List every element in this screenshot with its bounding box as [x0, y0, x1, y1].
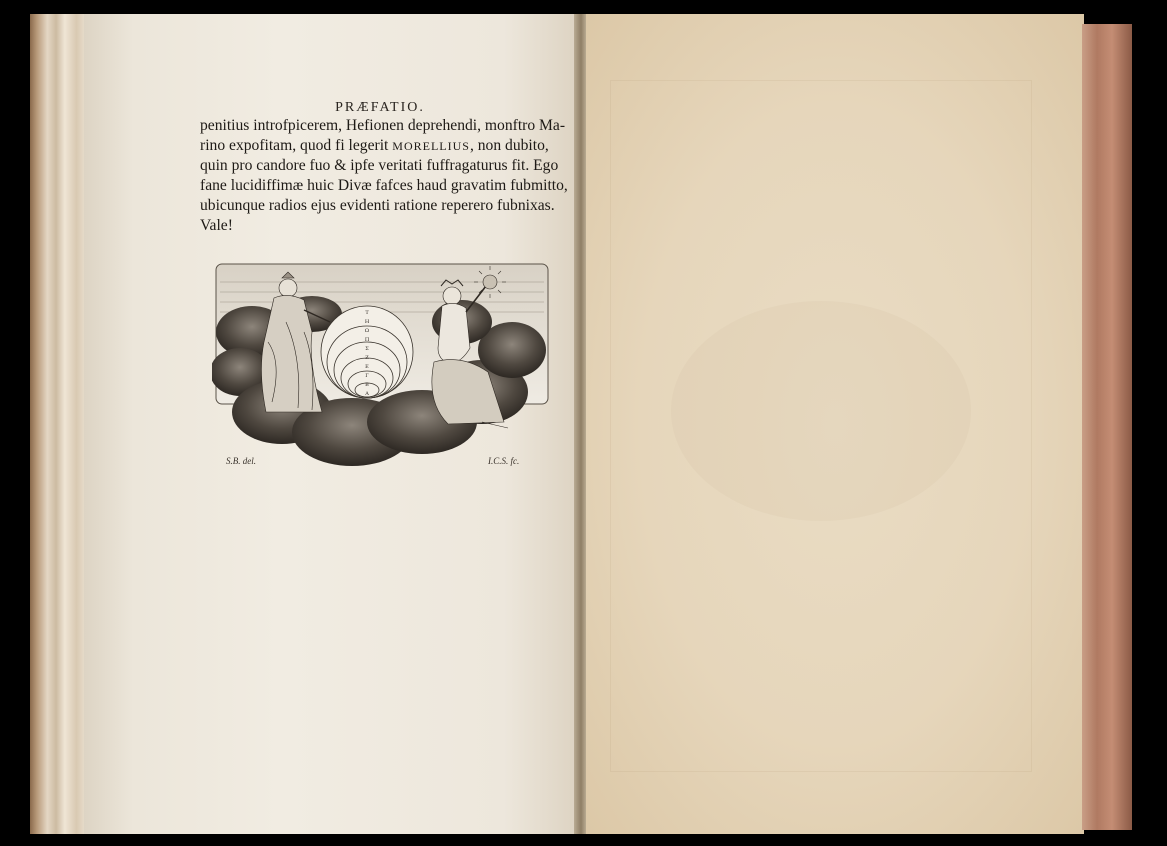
text-line-2: rino expofitam, quod fi legerit MORELLIUS, non dubito,: [200, 137, 549, 154]
svg-text:T: T: [365, 310, 369, 316]
signature-engraver: I.C.S. fc.: [488, 456, 520, 466]
svg-text:H: H: [364, 319, 370, 325]
svg-text:Π: Π: [364, 337, 370, 343]
svg-text:Σ: Σ: [365, 346, 369, 352]
running-head: PRÆFATIO.: [335, 100, 425, 115]
right-page-edges: [1082, 24, 1132, 830]
svg-text:Ε: Ε: [365, 364, 369, 370]
svg-text:Ω: Ω: [364, 328, 370, 334]
svg-text:Z: Z: [365, 355, 369, 361]
svg-text:Γ: Γ: [365, 373, 369, 379]
text-line-6: Vale!: [200, 217, 233, 234]
author-name: MORELLIUS: [392, 139, 470, 153]
engraving-illustration: [212, 262, 552, 478]
svg-text:Β: Β: [365, 382, 369, 388]
left-page-edges: [30, 14, 88, 834]
text-line-1: penitius introfpicerem, Hefionen deprehendi, monftro Ma-: [200, 117, 566, 134]
show-through-text: [184, 494, 634, 774]
svg-text:A: A: [365, 391, 369, 397]
signature-delineator: S.B. del.: [226, 456, 256, 466]
text-line-5: ubicunque radios ejus evidenti ratione reperero fubnixas.: [200, 197, 555, 214]
text-line-4: fane lucidiffimæ huic Divæ fafces haud gravatim fubmitto,: [200, 177, 568, 194]
text-line-3: quin pro candore fuo & ipfe veritati fuffragaturus fit. Ego: [200, 157, 559, 174]
body-text: [200, 116, 568, 236]
right-page-show-through: [610, 80, 1032, 772]
